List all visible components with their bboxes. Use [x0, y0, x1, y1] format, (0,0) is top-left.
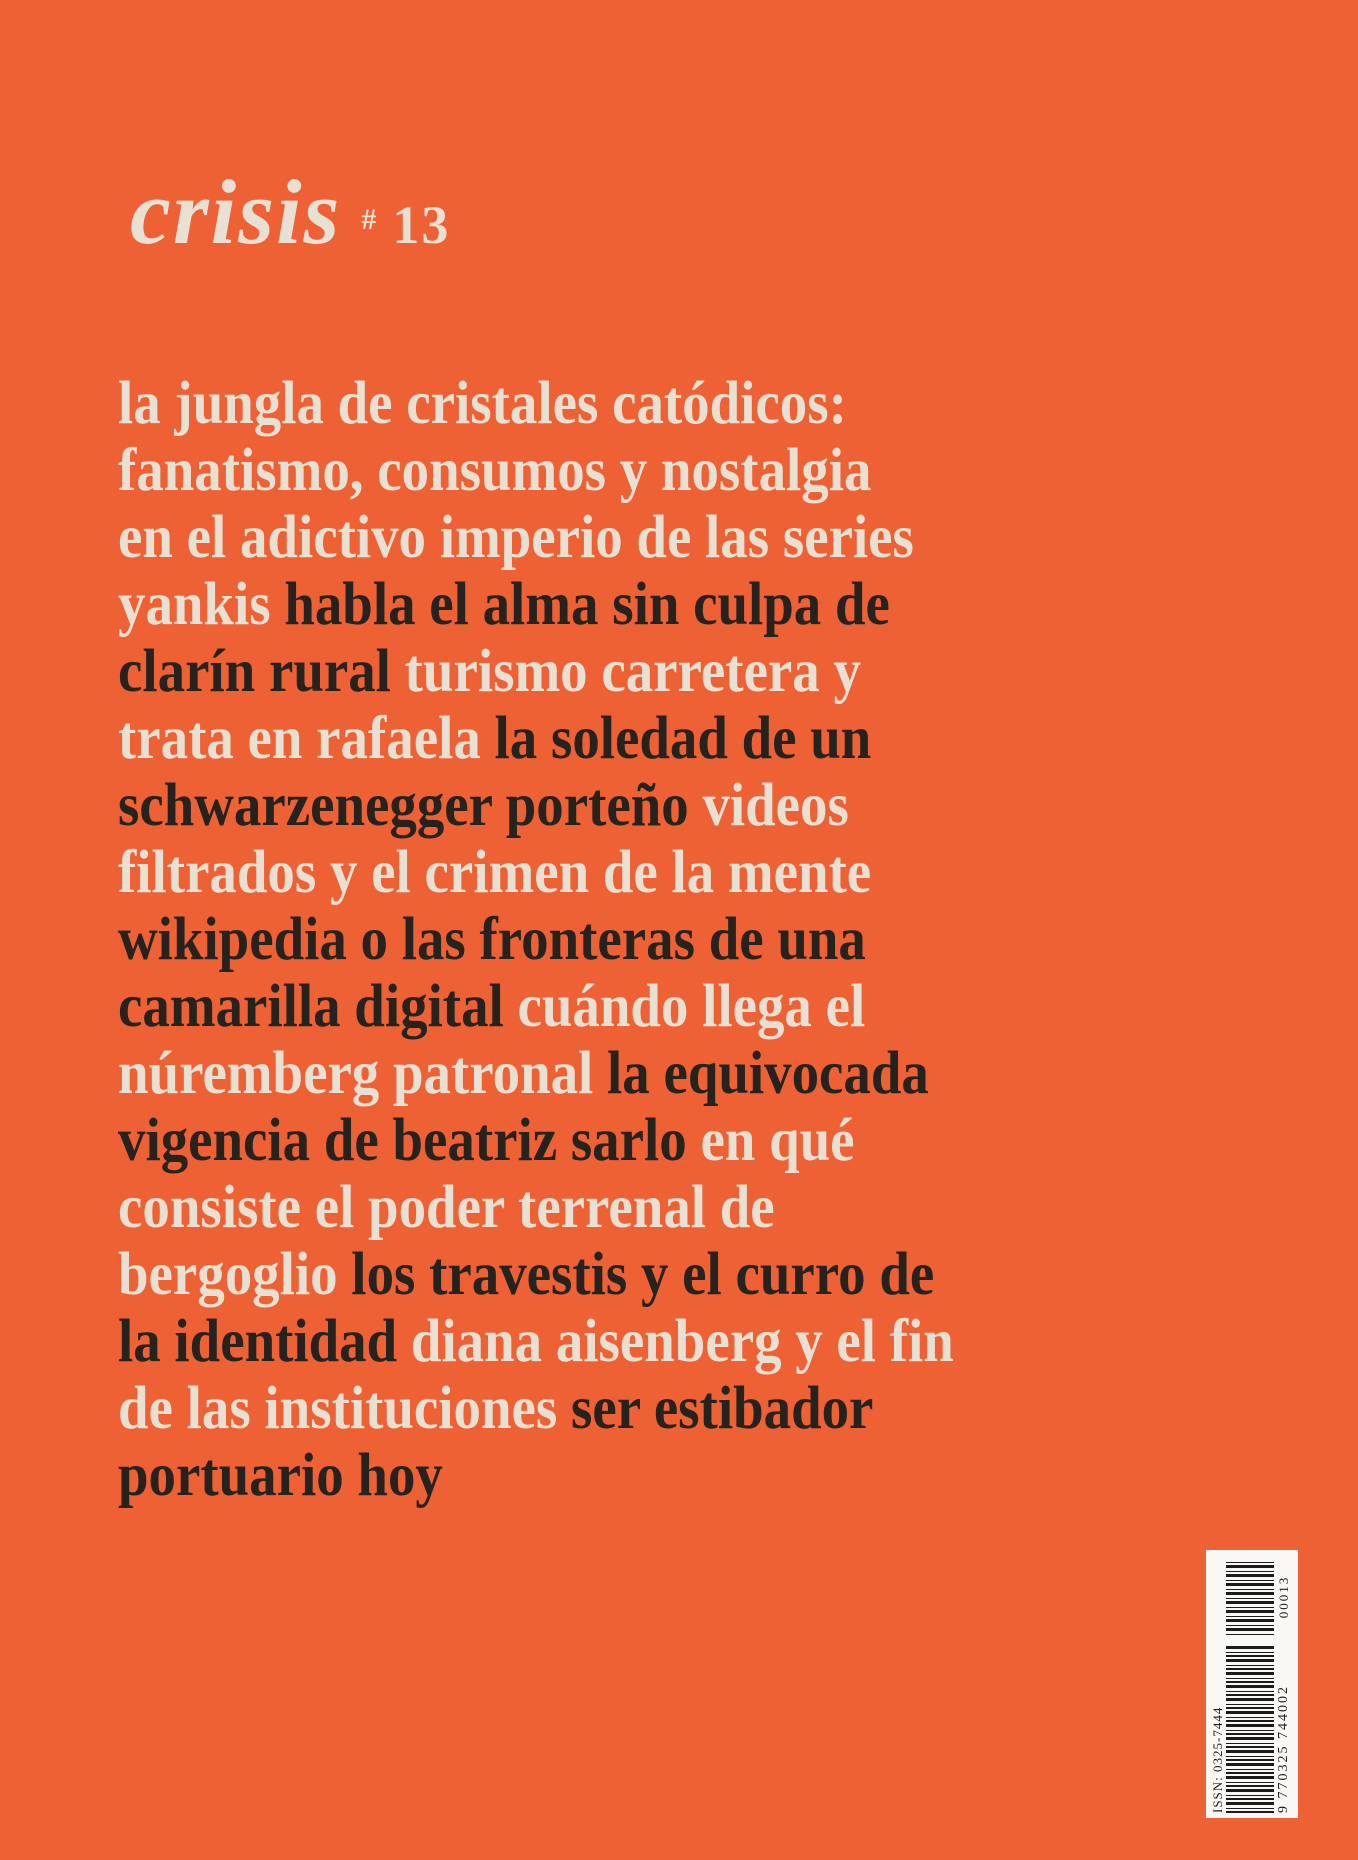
headline-segment: wikipedia o las fronteras de una: [118, 906, 866, 973]
issn-text: ISSN: 0325-7444: [1210, 1706, 1225, 1813]
headline-line: [118, 1040, 1018, 1107]
barcode: [1206, 1550, 1298, 1818]
headline-segment: videos: [702, 772, 849, 839]
headline-segment: bergoglio: [118, 1241, 352, 1308]
headline-line: [118, 1241, 1018, 1308]
barcode-addon-bars: [1226, 1559, 1274, 1635]
headline-segment: en qué: [700, 1107, 855, 1174]
headline-line: [118, 1174, 1018, 1241]
headline-line: [118, 1107, 1018, 1174]
headline-line: [118, 705, 1018, 772]
headline-segment: turismo carretera y: [404, 638, 861, 705]
headline-segment: la identidad: [118, 1308, 411, 1375]
barcode-digits: 9 770325 744002: [1276, 1685, 1291, 1813]
masthead: [130, 161, 451, 263]
headline-line: [118, 638, 1018, 705]
headline-segment: fanatismo, consumos y nostalgia: [118, 437, 872, 504]
headline-line: [118, 571, 1018, 638]
headline-line: [118, 772, 1018, 839]
headline-line: [118, 1442, 1018, 1509]
headline-segment: de las instituciones: [118, 1375, 571, 1442]
headline-segment: la equivocada: [607, 1040, 929, 1107]
headline-segment: camarilla digital: [118, 973, 518, 1040]
headline-segment: la soledad de un: [494, 705, 872, 772]
headline-segment: núremberg patronal: [118, 1040, 608, 1107]
headline-segment: schwarzenegger porteño: [118, 772, 703, 839]
headline-line: [118, 973, 1018, 1040]
headline-segment: filtrados y el crimen de la mente: [118, 839, 872, 906]
headline-segment: trata en rafaela: [118, 705, 495, 772]
headline-segment: consiste el poder terrenal de: [118, 1174, 775, 1241]
headline-line: [118, 370, 1018, 437]
headline-segment: en el adictivo imperio de las series: [118, 504, 914, 571]
headline-line: [118, 906, 1018, 973]
barcode-label: [1206, 1550, 1298, 1818]
headline-line: [118, 839, 1018, 906]
issue-number: 13: [392, 195, 451, 255]
headline-segment: habla el alma sin culpa de: [284, 571, 890, 638]
headline-segment: clarín rural: [118, 638, 405, 705]
headline-line: [118, 504, 1018, 571]
cover-headlines: [118, 370, 1018, 1509]
headline-segment: los travestis y el curro de: [351, 1241, 935, 1308]
headline-segment: diana aisenberg y el fin: [410, 1308, 954, 1375]
headline-segment: portuario hoy: [118, 1442, 443, 1509]
headline-line: [118, 1375, 1018, 1442]
headline-segment: la jungla de cristales catódicos:: [118, 370, 847, 437]
barcode-addon-digits: 00013: [1276, 1575, 1291, 1619]
headline-line: [118, 1308, 1018, 1375]
headline-segment: cuándo llega el: [517, 973, 866, 1040]
issue-hash-symbol: #: [361, 203, 377, 236]
headline-segment: vigencia de beatriz sarlo: [118, 1107, 701, 1174]
headline-segment: yankis: [118, 571, 285, 638]
headline-line: [118, 437, 1018, 504]
headline-segment: ser estibador: [570, 1375, 874, 1442]
barcode-bars: [1226, 1645, 1274, 1813]
magazine-title: crisis: [130, 161, 342, 263]
